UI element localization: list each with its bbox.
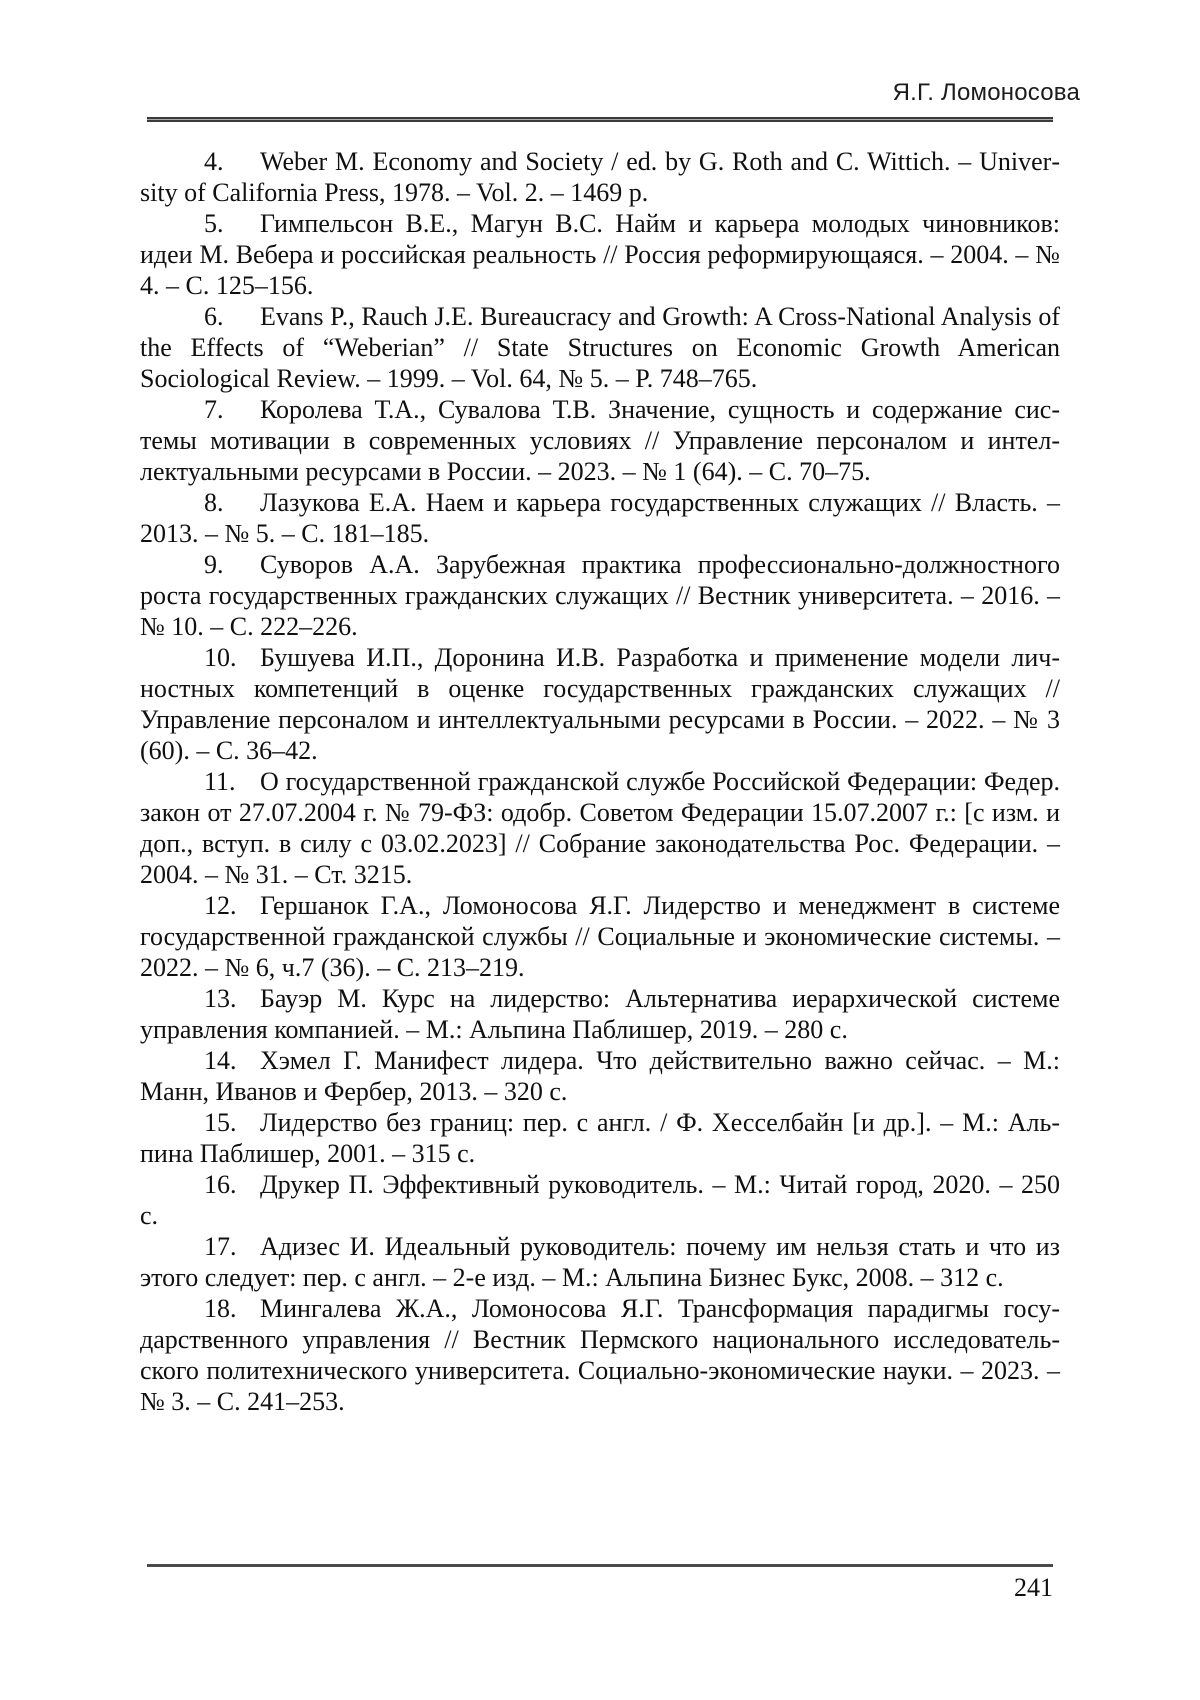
reference-text: Королева Т.А., Сувалова Т.В. Значение, сущность и содержание системы мотивации в современных условиях // Управление персоналом и интеллектуальными ресурсами в России. – 2023. – № 1 (64). – С. 70–75. [140,395,1060,486]
reference-text: Суворов А.А. Зарубежная практика профессионально-должностного роста государственных гражданских служащих // Вестник университета. – 2016. – № 10. – С. 222–226. [140,550,1060,641]
reference-text: Мингалева Ж.А., Ломоносова Я.Г. Трансформация парадигмы государственного управления // Вестник Пермского национального исследовательского политехнического университета. Социально-экономические науки. – 2023. – № 3. – С. 241–253. [140,1294,1060,1416]
reference-item [140,1045,1060,1107]
reference-number: 10. [204,643,237,672]
reference-number: 17. [204,1232,237,1261]
reference-number: 18. [204,1294,237,1323]
reference-text: Weber M. Economy and Society / ed. by G. Roth and C. Wittich. – University of California Press, 1978. – Vol. 2. – 1469 p. [140,147,1060,207]
reference-text: Хэмел Г. Манифест лидера. Что действительно важно сейчас. – М.: Манн, Иванов и Фербер, 2013. – 320 с. [140,1046,1060,1106]
reference-item [140,146,1060,208]
footer-rule [147,1564,1053,1567]
reference-text: Бушуева И.П., Доронина И.В. Разработка и применение модели личностных компетенций в оценке государственных гражданских служащих // Управление персоналом и интеллектуальными ресурсами в России. – 2022. – № 3 (60). – С. 36–42. [140,643,1060,765]
reference-item [140,208,1060,301]
reference-number: 13. [204,984,237,1013]
reference-text: Гимпельсон В.Е., Магун В.С. Найм и карьера молодых чиновников: идеи М. Вебера и российская реальность // Россия реформирующаяся. – 2004. – № 4. – С. 125–156. [140,209,1060,300]
reference-number: 16. [204,1170,237,1199]
reference-number: 14. [204,1046,237,1075]
page-number: 241 [1014,1573,1053,1602]
reference-number: 7. [204,395,224,424]
reference-text: Гершанок Г.А., Ломоносова Я.Г. Лидерство и менеджмент в системе государственной гражданской службы // Социальные и экономические системы. – 2022. – № 6, ч.7 (36). – С. 213–219. [140,891,1060,982]
reference-text: Друкер П. Эффективный руководитель. – М.: Читай город, 2020. – 250 с. [140,1170,1060,1230]
reference-item [140,983,1060,1045]
reference-number: 11. [204,767,236,796]
reference-text: О государственной гражданской службе Российской Федерации: Федер. закон от 27.07.2004 г. № 79-ФЗ: одобр. Советом Федерации 15.07.2007 г.: [с изм. и доп., вступ. в силу с 03.02.2023] // Собрание законодательства Рос. Федерации. – 2004. – № 31. – Ст. 3215. [140,767,1060,889]
reference-number: 12. [204,891,237,920]
reference-number: 4. [204,147,224,176]
reference-item [140,890,1060,983]
references-list [140,146,1060,1417]
reference-item [140,301,1060,394]
reference-number: 15. [204,1108,237,1137]
reference-number: 8. [204,488,224,517]
reference-number: 9. [204,550,224,579]
reference-text: Лазукова Е.А. Наем и карьера государственных служащих // Власть. – 2013. – № 5. – С. 181–185. [140,488,1060,548]
reference-text: Лидерство без границ: пер. с англ. / Ф. Хесселбайн [и др.]. – М.: Альпина Паблишер, 2001. – 315 с. [140,1108,1060,1168]
reference-number: 5. [204,209,224,238]
reference-item [140,1231,1060,1293]
running-header-author: Я.Г. Ломоносова [892,79,1080,106]
reference-item [140,1169,1060,1231]
reference-text: Адизес И. Идеальный руководитель: почему им нельзя стать и что из этого следует: пер. с англ. – 2-е изд. – М.: Альпина Бизнес Букс, 2008. – 312 с. [140,1232,1060,1292]
header-rule [147,117,1053,122]
reference-item [140,642,1060,766]
reference-item [140,1293,1060,1417]
reference-number: 6. [204,302,224,331]
reference-item [140,394,1060,487]
reference-text: Бауэр М. Курс на лидерство: Альтернатива иерархической системе управления компанией. – М.: Альпина Паблишер, 2019. – 280 с. [140,984,1060,1044]
reference-item [140,549,1060,642]
reference-item [140,766,1060,890]
reference-item [140,1107,1060,1169]
reference-text: Evans P., Rauch J.E. Bureaucracy and Growth: A Cross-National Analysis of the Effects of “Weberian” // State Structures on Economic Growth American Sociological Review. – 1999. – Vol. 64, № 5. – P. 748–765. [140,302,1060,393]
reference-item [140,487,1060,549]
